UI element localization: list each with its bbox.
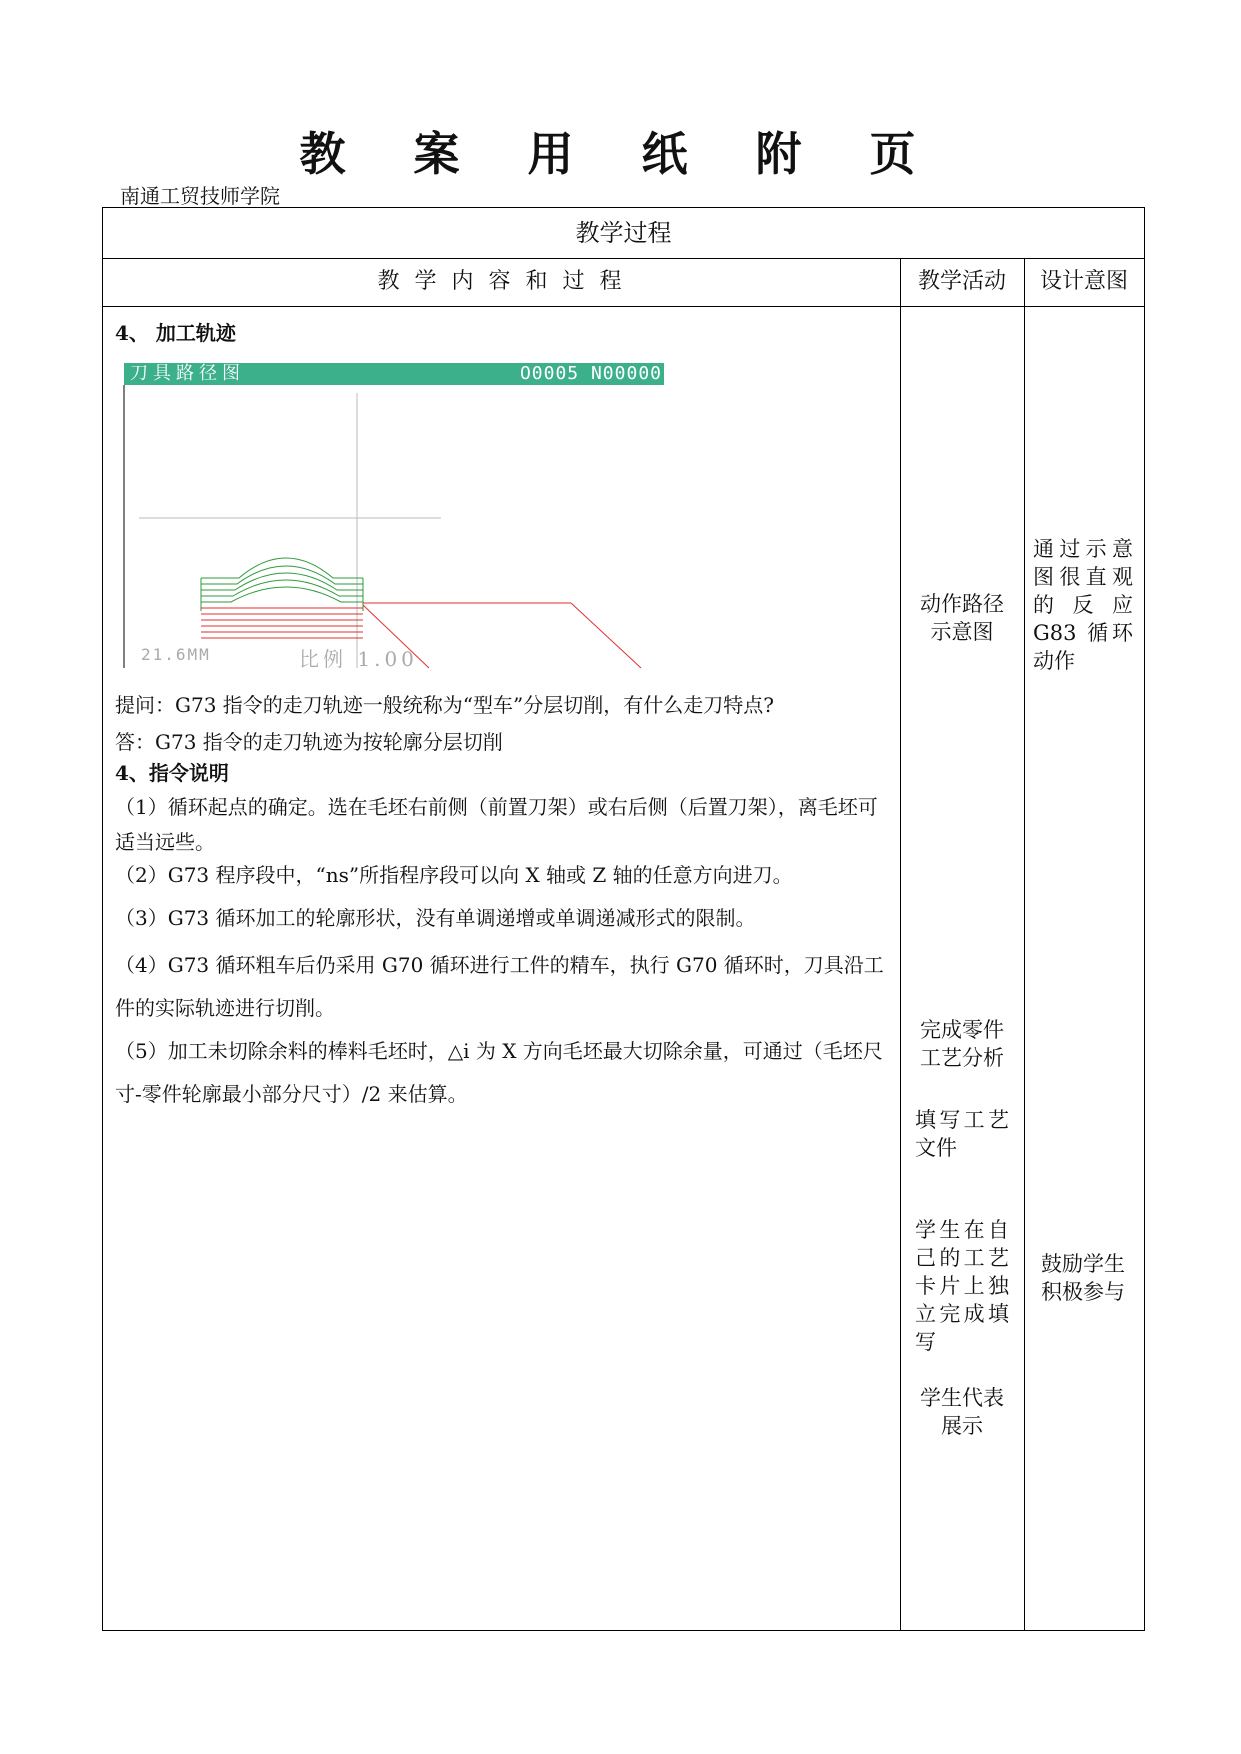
divider xyxy=(900,258,901,1630)
tool-path-figure xyxy=(121,363,666,683)
scale-length: 21.6MM xyxy=(141,645,211,664)
tool-path-drawing xyxy=(121,363,666,683)
instruction-item-3: （3）G73 循环加工的轮廓形状，没有单调递增或单调递减形式的限制。 xyxy=(115,906,756,930)
question-text: 提问：G73 指令的走刀轨迹一般统称为“型车”分层切削，有什么走刀特点? xyxy=(115,693,774,717)
answer-text: 答：G73 指令的走刀轨迹为按轮廓分层切削 xyxy=(115,730,503,754)
activity-student-show: 学生代表展示 xyxy=(920,1386,1004,1438)
activity-process-analysis: 完成零件工艺分析 xyxy=(920,1018,1004,1070)
header-activity: 教学活动 xyxy=(917,269,1006,294)
section-title: 教学过程 xyxy=(575,219,672,247)
design-intent-visual: 通过示意图很直观的反应G83 循环动作 xyxy=(1033,537,1133,673)
figure-title: 刀具路径图 xyxy=(130,363,245,384)
instruction-item-4: （4）G73 循环粗车后仍采用 G70 循环进行工件的精车，执行 G70 循环时，刀具沿工件的实际轨迹进行切削。 xyxy=(115,953,884,1020)
scale-ratio: 比例 1.00 xyxy=(299,647,418,671)
lesson-table xyxy=(102,207,1145,1631)
activity-fill-documents: 填写工艺文件 xyxy=(915,1108,1009,1160)
school-name: 南通工贸技师学院 xyxy=(120,184,280,208)
program-number: O0005 N00000 xyxy=(519,363,662,384)
activity-path-diagram: 动作路径示意图 xyxy=(920,592,1004,644)
divider xyxy=(103,306,1144,307)
divider xyxy=(1024,258,1025,1630)
activity-fill-card: 学生在自己的工艺卡片上独立完成填写 xyxy=(915,1218,1009,1354)
heading-instruction: 4、指令说明 xyxy=(115,761,229,785)
design-intent-engage: 鼓励学生积极参与 xyxy=(1041,1252,1125,1304)
heading-trajectory: 4、 加工轨迹 xyxy=(115,321,236,345)
header-design: 设计意图 xyxy=(1039,269,1128,294)
page-title: 教 案 用 纸 附 页 xyxy=(299,127,942,181)
instruction-item-2: （2）G73 程序段中，“ns”所指程序段可以向 X 轴或 Z 轴的任意方向进刀。 xyxy=(115,863,793,887)
header-content: 教 学 内 容 和 过 程 xyxy=(377,269,626,294)
instruction-item-5: （5）加工未切除余料的棒料毛坯时，△i 为 X 方向毛坯最大切除余量，可通过（毛坯尺寸-零件轮廓最小部分尺寸）/2 来估算。 xyxy=(115,1039,883,1106)
instruction-item-1: （1）循环起点的确定。选在毛坯右前侧（前置刀架）或右后侧（后置刀架），离毛坯可适当远些。 xyxy=(115,795,878,854)
